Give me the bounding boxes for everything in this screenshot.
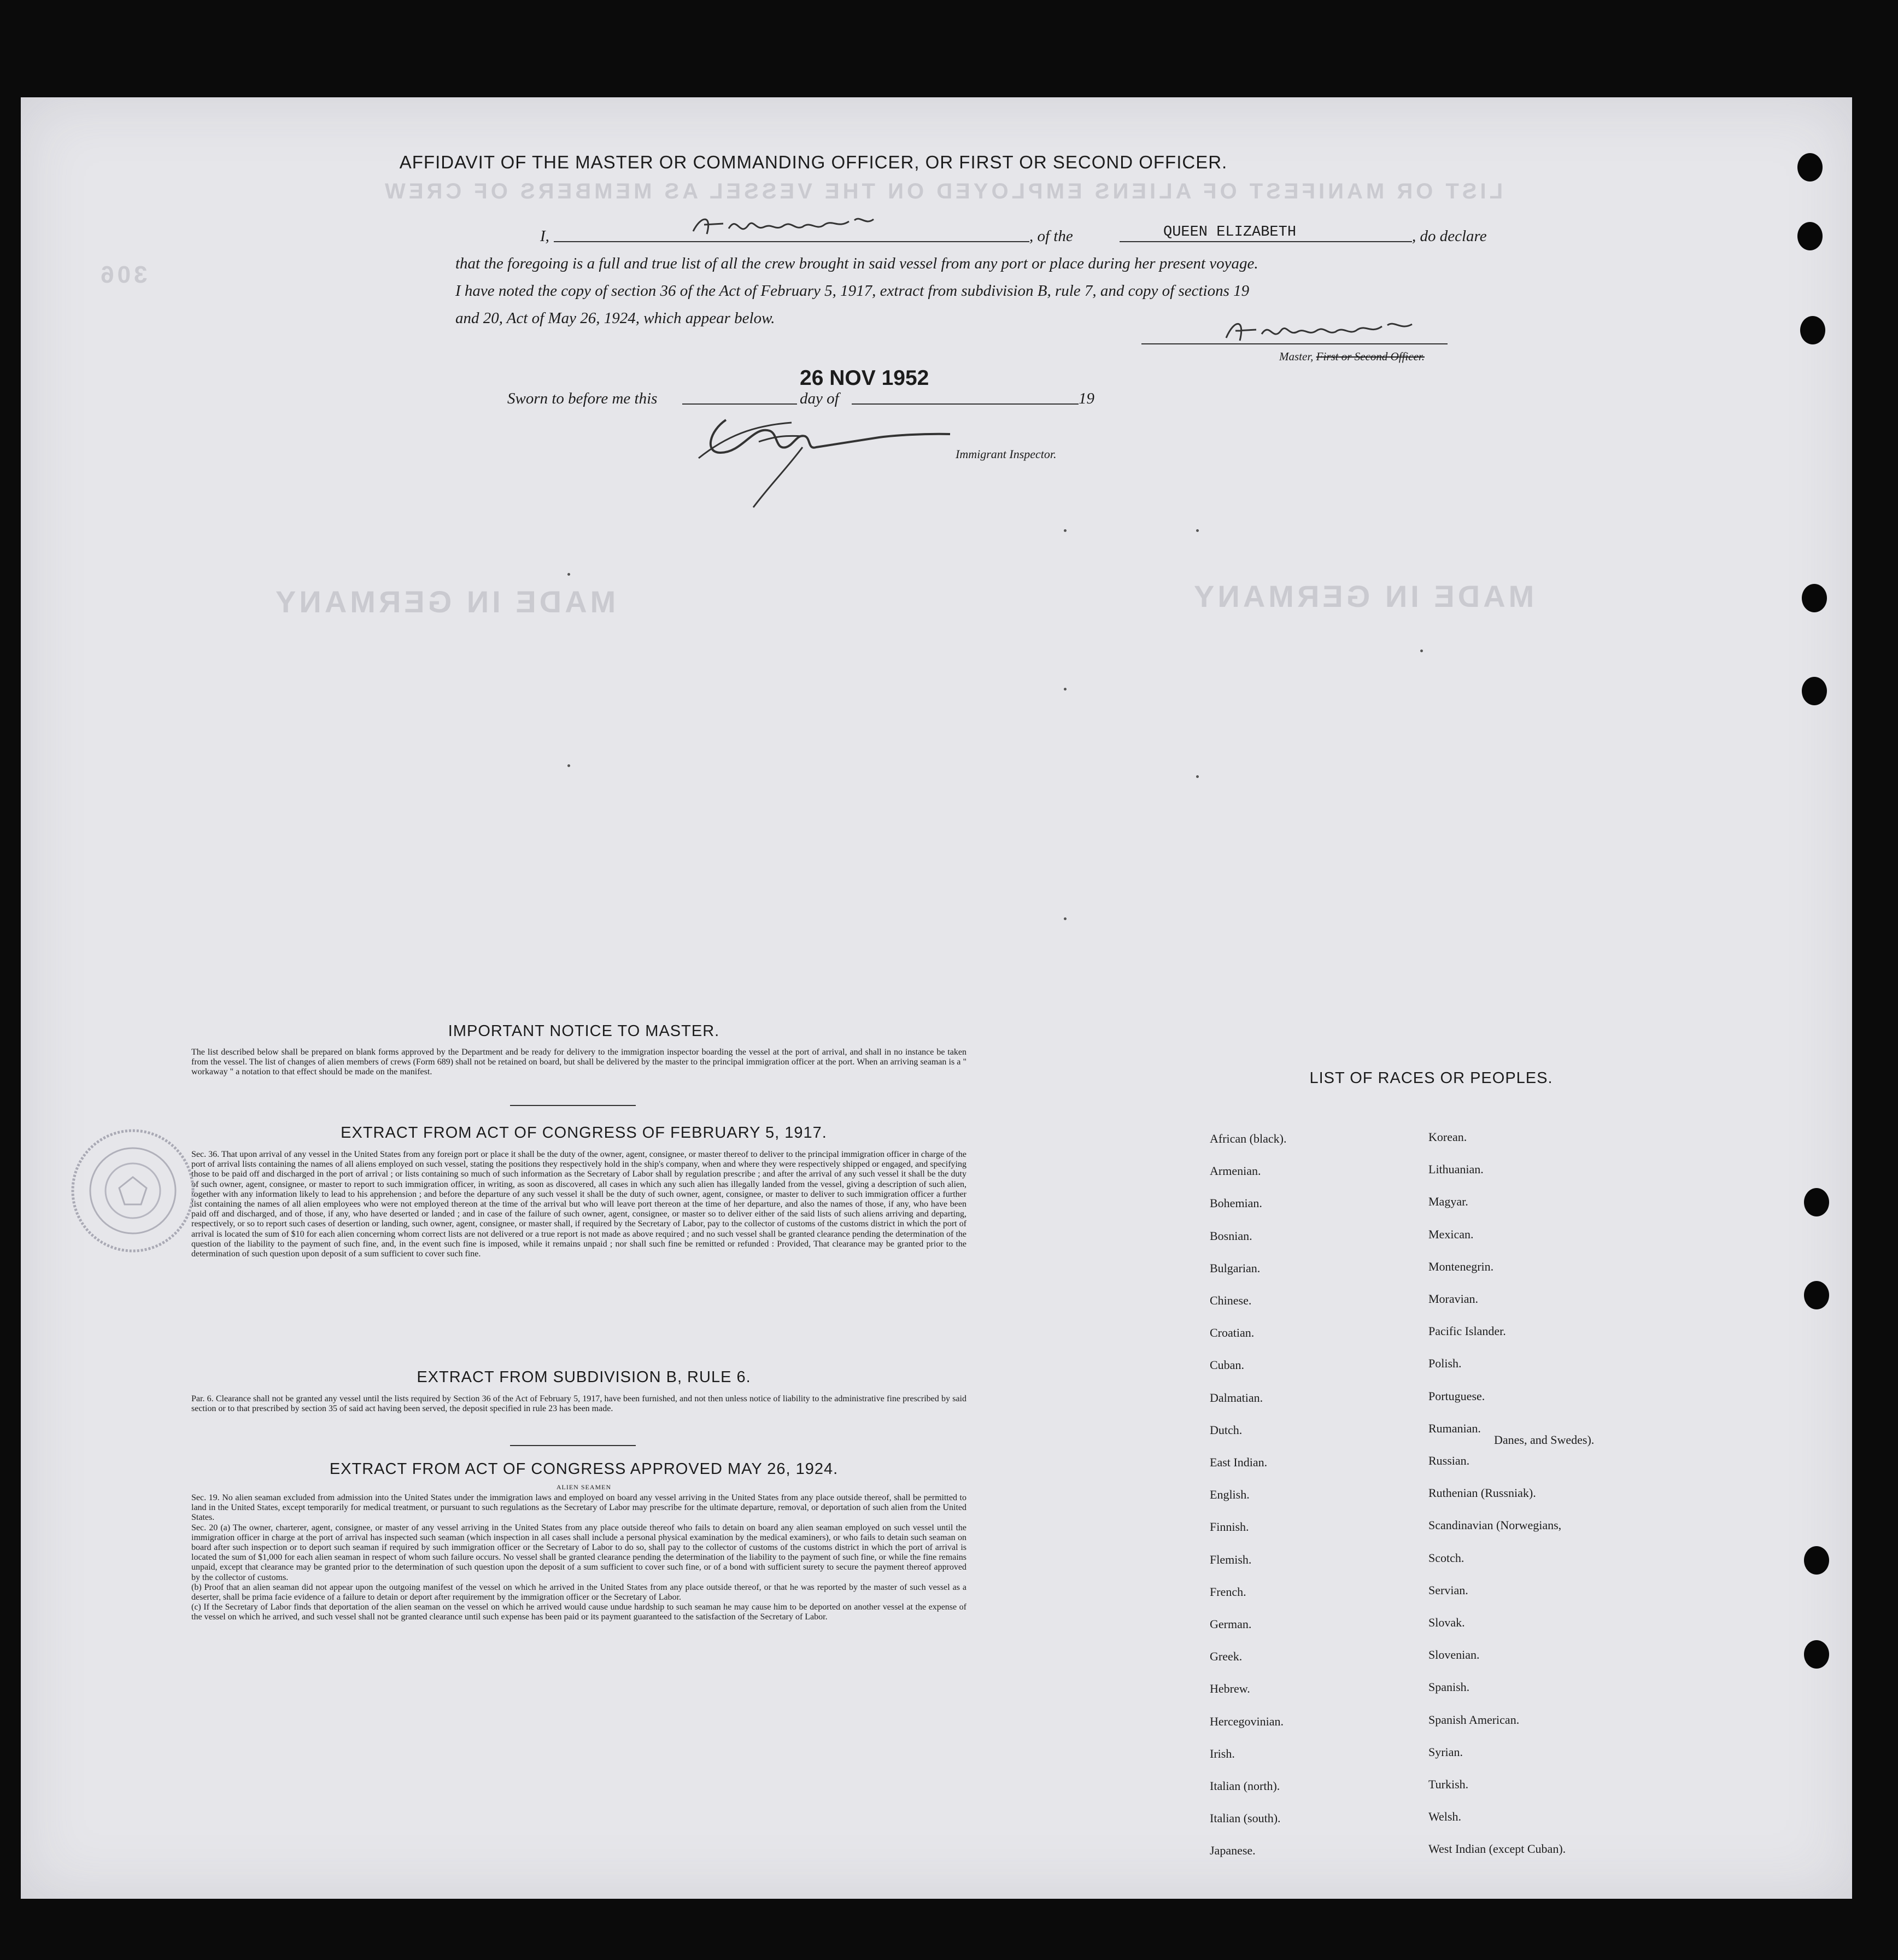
race-item: Turkish. xyxy=(1428,1777,1469,1791)
race-item: West Indian (except Cuban). xyxy=(1428,1842,1566,1856)
race-item: Polish. xyxy=(1428,1356,1462,1371)
race-item: Irish. xyxy=(1210,1746,1235,1760)
race-item: Armenian. xyxy=(1210,1164,1261,1178)
binder-hole xyxy=(1804,1188,1829,1216)
race-item: Pacific Islander. xyxy=(1428,1324,1506,1338)
race-item: Mexican. xyxy=(1428,1227,1474,1241)
extract-1924-text xyxy=(191,1493,966,1623)
binder-hole xyxy=(1797,153,1823,182)
year-prefix: 19 xyxy=(1079,390,1094,407)
stray-mark xyxy=(1064,917,1067,920)
bleed-through-heading: LIST OR MANIFEST OF ALIENS EMPLOYED ON THE VESSEL AS MEMBERS OF CREW xyxy=(382,179,1503,203)
inspector-label: Immigrant Inspector. xyxy=(956,447,1057,461)
race-item: Russian. xyxy=(1428,1454,1470,1467)
stray-mark xyxy=(1420,650,1423,652)
race-item: Chinese. xyxy=(1210,1294,1252,1307)
binder-hole xyxy=(1802,584,1827,612)
binder-hole xyxy=(1800,316,1825,344)
races-title: LIST OF RACES OR PEOPLES. xyxy=(1309,1069,1553,1087)
extract-1917-title: EXTRACT FROM ACT OF CONGRESS OF FEBRUARY 5, 1917. xyxy=(341,1124,827,1142)
race-item: Scandinavian (Norwegians, xyxy=(1428,1518,1562,1532)
document-page xyxy=(21,97,1852,1899)
race-item: Slovenian. xyxy=(1428,1648,1480,1662)
race-item: Japanese. xyxy=(1210,1844,1256,1858)
affidavit-line-4: and 20, Act of May 26, 1924, which appear below. xyxy=(455,309,775,327)
affidavit-line-2: that the foregoing is a full and true list of all the crew brought in said vessel from any port or place during her present voyage. xyxy=(455,255,1258,272)
race-item: Dutch. xyxy=(1210,1423,1243,1437)
bleed-through-stamp: MADE IN GERMANY xyxy=(272,584,616,619)
date-stamp: 26 NOV 1952 xyxy=(800,366,929,390)
race-item: Bohemian. xyxy=(1210,1196,1262,1210)
race-item: Portuguese. xyxy=(1428,1389,1485,1403)
race-item-continuation: Danes, and Swedes). xyxy=(1494,1433,1595,1447)
race-item: Montenegrin. xyxy=(1428,1259,1494,1273)
race-item: Lithuanian. xyxy=(1428,1162,1484,1177)
race-item: Welsh. xyxy=(1428,1810,1461,1824)
vessel-name: QUEEN ELIZABETH xyxy=(1163,224,1297,241)
race-item: Spanish. xyxy=(1428,1680,1470,1694)
affidavit-i-label: I, xyxy=(540,227,549,245)
stray-mark xyxy=(1196,529,1199,532)
affidavit-line-3: I have noted the copy of section 36 of the Act of February 5, 1917, extract from subdivision B, rule 7, and copy of sections 19 xyxy=(455,282,1250,300)
stray-mark xyxy=(567,764,570,767)
master-signature-top xyxy=(690,204,887,242)
race-item: French. xyxy=(1210,1584,1246,1599)
race-item: Servian. xyxy=(1428,1583,1468,1597)
day-of-label: day of xyxy=(800,390,839,407)
stray-mark xyxy=(567,573,570,576)
struck-officer-label: First or Second Officer. xyxy=(1316,350,1425,363)
race-item: Cuban. xyxy=(1210,1358,1244,1372)
race-item: Syrian. xyxy=(1428,1745,1463,1759)
stray-mark xyxy=(1064,529,1067,532)
section-19: Sec. 19. No alien seaman excluded from admission into the United States under the immigration laws and employed on board any vessel arriving in the United States from any place outside thereof, shall be permitted to land in the United States, except temporarily for medical treatment, or pursuant to such regulations as the Secretary of Labor may prescribe for the ultimate departure, removal, or deportation of such alien from the United States. xyxy=(191,1493,966,1523)
binder-hole xyxy=(1804,1640,1829,1669)
binder-hole xyxy=(1802,677,1827,705)
affidavit-of-the: , of the xyxy=(1029,227,1073,245)
race-item: Rumanian. xyxy=(1428,1421,1481,1435)
extract-1924-title: EXTRACT FROM ACT OF CONGRESS APPROVED MAY 26, 1924. xyxy=(329,1460,839,1478)
race-item: Moravian. xyxy=(1428,1292,1479,1306)
rule6-title: EXTRACT FROM SUBDIVISION B, RULE 6. xyxy=(417,1368,751,1386)
section-20c: (c) If the Secretary of Labor finds that deportation of the alien seaman on the vessel on which he arrived would cause undue hardship to such seaman he may cause him to be deported on another vessel at the expense of the vessel on which he arrived, and such vessel shall not be granted clearance until such expense has been paid or its payment guaranteed to the satisfaction of the Secretary of Labor. xyxy=(191,1602,966,1622)
master-signature-line xyxy=(1141,343,1448,344)
race-item: Greek. xyxy=(1210,1649,1243,1664)
divider xyxy=(510,1105,636,1106)
affidavit-title: AFFIDAVIT OF THE MASTER OR COMMANDING OFFICER, OR FIRST OR SECOND OFFICER. xyxy=(399,152,1228,172)
stray-mark xyxy=(1196,775,1199,778)
race-item: African (black). xyxy=(1210,1132,1287,1145)
section-20b: (b) Proof that an alien seaman did not appear upon the outgoing manifest of the vessel on which he arrived in the United States from any place outside thereof, or that he was reported by the master of such vessel as a deserter, shall be prima facie evidence of a failure to detain or deport after requirement by the immigration officer or the Secretary of Labor. xyxy=(191,1582,966,1602)
binder-hole xyxy=(1804,1546,1829,1575)
binder-hole xyxy=(1797,222,1823,250)
section-20a: Sec. 20 (a) The owner, charterer, agent, consignee, or master of any vessel arriving in the United States from any place outside thereof who fails to detain on board any alien seaman employed on such vessel until the immigration officer in charge at the port of arrival has inspected such seaman (which inspection in all cases shall include a personal physical examination by the medical examiners), or who fails to detain such seaman on board after such inspection or to deport such seaman if required by such immigration officer or the Secretary of Labor to do so, shall pay to the collector of customs of the customs district in which the port of arrival is located the sum of $1,000 for each alien seaman in respect of whom such failure occurs. No vessel shall be granted clearance pending the determination of the liability to the payment of such fine, or while the fine remains unpaid, except that clearance may be granted prior to the determination of such question upon the deposit of a sum sufficient to cover such fine, or of a bond with sufficient surety to secure the payment thereof approved by the collector of customs. xyxy=(191,1523,966,1582)
extract-1917-text: Sec. 36. That upon arrival of any vessel in the United States from any foreign port or place it shall be the duty of the owner, agent, consignee, or master thereof to deliver to the principal immigration officer in charge of the port of arrival lists containing the names of all aliens employed on such vessel, stating the positions they respectively hold in the ship's company, when and where they were respectively shipped or engaged, and specifying those to be paid off and discharged in the port of arrival ; or lists containing so much of such information as the Secretary of Labor shall by regulation prescribe ; and after the arrival of any such vessel it shall be the duty of such owner, agent, consignee, or master to report to such immigration officer, in writing, as soon as discovered, all cases in which any such alien has illegally landed from the vessel, giving a description of such alien, together with any information likely to lead to his apprehension ; and before the departure of any such vessel it shall be the duty of such owner, agent, consignee, or master to deliver to such immigration officer a further list containing the names of all alien employees who were not employed thereon at the time of the arrival but who will leave port thereon at the time of her departure, and also the names of those, if any, who have been paid off and discharged, and of those, if any, who have deserted or landed ; and in case of the failure of such owner, agent, consignee, or master so to deliver either of the said lists of such aliens arriving and departing, respectively, or so to report such cases of desertion or landing, such owner, agent, consignee, or master shall, if required by the Secretary of Labor, pay to the collector of customs of the customs district in which the port of arrival is located the sum of $10 for each alien concerning whom correct lists are not delivered or a true report is not made as above required ; and no such vessel shall be granted clearance pending the determination of the question of the liability to the payment of such fine, and, in the event such fine is imposed, while it remains unpaid ; nor shall such fine be remitted or refunded : Provided, That clearance may be granted prior to the determination of such question upon deposit of a sum sufficient to cover such fine. xyxy=(191,1150,966,1259)
race-item: German. xyxy=(1210,1617,1252,1631)
bleed-through-stamp: MADE IN GERMANY xyxy=(1191,579,1534,613)
race-item: Dalmatian. xyxy=(1210,1390,1263,1405)
master-signature xyxy=(1223,308,1431,346)
master-label-text: Master, xyxy=(1279,350,1314,363)
race-item: Korean. xyxy=(1428,1130,1467,1144)
affidavit-do-declare: , do declare xyxy=(1412,227,1487,245)
race-item: Hercegovinian. xyxy=(1210,1714,1284,1728)
race-item: Ruthenian (Russniak). xyxy=(1428,1486,1536,1500)
race-item: Spanish American. xyxy=(1428,1712,1520,1727)
race-item: Finnish. xyxy=(1210,1520,1249,1534)
race-item: Magyar. xyxy=(1428,1195,1468,1209)
stray-mark xyxy=(1064,688,1067,691)
race-item: Slovak. xyxy=(1428,1616,1465,1629)
embossed-seal xyxy=(67,1125,198,1256)
race-item: East Indian. xyxy=(1210,1455,1268,1469)
vessel-name-line xyxy=(1120,241,1412,242)
race-item: Italian (north). xyxy=(1210,1779,1280,1793)
divider xyxy=(510,1445,636,1446)
race-item: Flemish. xyxy=(1210,1552,1252,1566)
alien-seamen-subtitle: ALIEN SEAMEN xyxy=(556,1483,612,1491)
race-item: Bulgarian. xyxy=(1210,1261,1261,1275)
master-label xyxy=(1279,350,1425,364)
notice-title: IMPORTANT NOTICE TO MASTER. xyxy=(448,1022,720,1040)
binder-hole xyxy=(1804,1281,1829,1309)
notice-text: The list described below shall be prepared on blank forms approved by the Department and be ready for delivery to the immigration inspector boarding the vessel at the port of arrival, and shall in no instance be taken from the vessel. The list of changes of alien members of crews (Form 689) shall not be retained on board, but shall be delivered by the master to the principal immigration officer at the port. When an arriving seaman is a " workaway " a notation to that effect should be made on the manifest. xyxy=(191,1048,966,1077)
inspector-signature xyxy=(693,403,977,513)
race-item: Hebrew. xyxy=(1210,1682,1250,1696)
race-item: Italian (south). xyxy=(1210,1811,1281,1826)
race-item: English. xyxy=(1210,1488,1250,1502)
race-item: Scotch. xyxy=(1428,1551,1464,1565)
bleed-through-number: 306 xyxy=(97,261,148,288)
race-item: Croatian. xyxy=(1210,1326,1255,1340)
race-item: Bosnian. xyxy=(1210,1228,1252,1243)
sworn-label: Sworn to before me this xyxy=(507,390,658,407)
rule6-text: Par. 6. Clearance shall not be granted any vessel until the lists required by Section 36 of the Act of February 5, 1917, have been furnished, and not then unless notice of liability to the administrative fine prescribed by said section or to that prescribed by section 35 of said act having been served, the deposit specified in rule 23 has been made. xyxy=(191,1394,966,1414)
